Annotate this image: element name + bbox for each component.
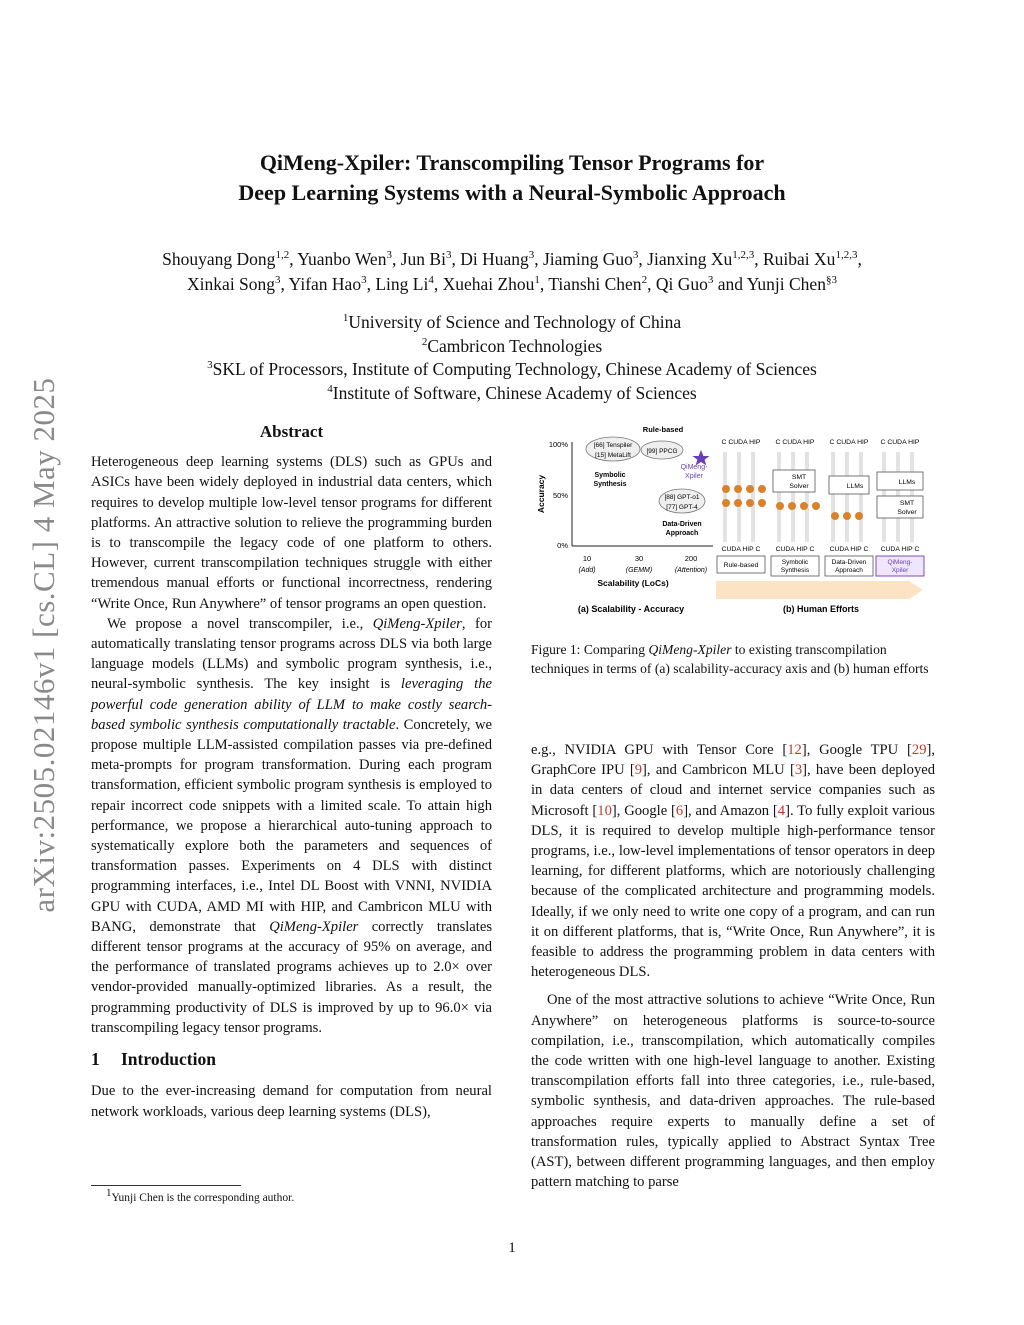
- pipeline-bar: [723, 452, 727, 542]
- arxiv-identifier: arXiv:2505.02146v1 [cs.CL] 4 May 2025: [26, 377, 61, 913]
- author: Jianxing Xu$^{1,2,3}$,: [647, 249, 763, 269]
- author: Tianshi Chen$^2$,: [548, 274, 656, 294]
- author: Yifan Hao$^3$,: [288, 274, 376, 294]
- author: Ruibai Xu$^{1,2,3}$,: [763, 249, 862, 269]
- author-list: [80, 247, 944, 297]
- citation-link[interactable]: 29: [911, 742, 927, 758]
- affiliation: $^2$Cambricon Technologies: [421, 335, 603, 356]
- x-tick-label: 10: [582, 554, 592, 563]
- y-tick-label: 50%: [552, 491, 568, 500]
- group-label-symbolic: Synthesis: [593, 481, 627, 488]
- tool-label: LLMs: [898, 479, 916, 486]
- right-column: [531, 740, 935, 1192]
- citation-link[interactable]: 10: [597, 802, 612, 819]
- x-tick-label: 200: [684, 554, 698, 563]
- author: Di Huang$^3$,: [460, 249, 543, 269]
- method-label: Approach: [835, 567, 863, 574]
- section-heading-introduction: 1 Introduction: [91, 1049, 216, 1070]
- panel-a-title: (a) Scalability - Accuracy: [577, 604, 685, 614]
- affiliation: $^1$University of Science and Technology of China: [342, 312, 682, 332]
- ref-metalift: [15] MetaLift: [595, 452, 631, 459]
- language-row-top: C CUDA HIP: [775, 439, 815, 446]
- ref-tenspiler: [66] Tenspiler: [593, 442, 633, 449]
- pipeline-bar: [805, 452, 809, 542]
- abstract-heading: Abstract: [259, 422, 324, 441]
- affiliation: $^3$SKL of Processors, Institute of Computing Technology, Chinese Academy of Sciences: [207, 359, 817, 379]
- citation-link[interactable]: 3: [794, 762, 803, 779]
- author: Yuanbo Wen$^3$,: [297, 249, 401, 269]
- ref-gpt-4: [77] GPT-4: [666, 504, 698, 511]
- x-tick-sublabel: (Attention): [674, 567, 708, 574]
- affiliation: $^4$Institute of Software, Chinese Academy of Sciences: [327, 382, 697, 403]
- pipeline-bar: [831, 452, 835, 542]
- tool-label: SMT: [899, 500, 915, 507]
- author: Xuehai Zhou$^1$,: [442, 274, 549, 294]
- panel-b-title: (b) Human Efforts: [783, 604, 859, 614]
- author: Qi Guo$^3$ and: [655, 274, 747, 294]
- tool-label: Solver: [897, 509, 917, 516]
- ref-gpt-o1: [88] GPT-o1: [664, 494, 700, 501]
- expert-effort-icons: [722, 485, 766, 507]
- language-row-top: C CUDA HIP: [880, 439, 920, 446]
- page-number: 1: [508, 1240, 516, 1256]
- language-row-bottom: CUDA HIP C: [880, 546, 920, 553]
- left-column: [91, 420, 492, 1122]
- x-tick-sublabel: (Add): [578, 567, 596, 574]
- method-label: Symbolic: [781, 559, 809, 566]
- tool-label: Solver: [789, 483, 809, 490]
- citation-link[interactable]: 12: [787, 742, 802, 758]
- intro-paragraph-2: e.g., NVIDIA GPU with Tensor Core [12], Google TPU [29], GraphCore IPU [9], and Cambricon MLU [3], have been deployed in data centers of cloud and internet service companies such as Microsoft [10], Google [6], and Amazon [4]. To fully exploit various DLS, it is required to develop multiple high-performance tensor programs, i.e., low-level implementations of tensor operators in deep learning, for different platforms, which are notoriously challenging because of the complicated architecture and programming models. Ideally, if we only need to write one copy of a program, and can run it on different platforms, that is, “Write Once, Run Anywhere”, it is feasible to address the programming problem in data centers with heterogeneous DLS.: [531, 742, 936, 981]
- citation-link[interactable]: 4: [777, 802, 786, 819]
- group-label-rule-based: Rule-based: [642, 425, 684, 434]
- group-label-symbolic: Symbolic: [594, 472, 626, 479]
- footnote-divider: [91, 1185, 241, 1186]
- x-axis-label: Scalability (LoCs): [597, 578, 669, 588]
- method-label: Xpiler: [891, 567, 909, 574]
- intro-paragraph-3: One of the most attractive solutions to achieve “Write Once, Run Anywhere” on heterogeneous platforms is source-to-source compilation, i.e., transcompilation, which automatically compiles the code written with one high-level language to another. Existing transcompilation efforts fall into three categories, i.e., rule-based, symbolic synthesis, and data-driven approaches. The rule-based approaches require experts to manually define a set of transformation rules, typically applied to Abstract Syntax Tree (AST), between different programming languages, and then employ pattern matching to parse: [531, 992, 935, 1191]
- x-tick-label: 30: [634, 554, 644, 563]
- author: Jun Bi$^3$,: [400, 249, 461, 269]
- author: Xinkai Song$^3$,: [187, 274, 289, 294]
- pipeline-bar: [859, 452, 863, 542]
- intro-paragraph-1: Due to the ever-increasing demand for computation from neural network workloads, various deep learning systems (DLS),: [91, 1083, 492, 1120]
- citation-link[interactable]: 9: [634, 762, 643, 779]
- abstract-paragraph-2: We propose a novel transcompiler, i.e., QiMeng-Xpiler, for automatically translating tensor programs across DLS via both large language models (LLMs) and symbolic program synthesis, i.e., neural-symbolic synthesis. The key insight is leveraging the powerful code generation ability of LLM to make costly search-based symbolic synthesis computationally tractable. Concretely, we propose multiple LLM-assisted compilation passes via pre-defined meta-prompts for program transformation. During each program transformation, efficient symbolic program synthesis is employed to repair incorrect code snippets with a limited scale. To attain high performance, we propose a hierarchical auto-tuning approach to systematically explore both the parameters and sequences of transformation passes. Experiments on 4 DLS with distinct programming interfaces, i.e., Intel DL Boost with VNNI, NVIDIA GPU with CUDA, AMD MI with HIP, and Cambricon MLU with BANG, demonstrate that QiMeng-Xpiler correctly translates different tensor programs at the accuracy of 95% on average, and the performance of translated programs achieves up to 2.0× over vendor-provided manually-optimized libraries. As a result, the programming productivity of DLS is improved by up to 96.0× via transcompiling legacy tensor programs.: [91, 615, 493, 1036]
- citation-link[interactable]: 6: [675, 802, 684, 819]
- method-label: Data-Driven: [831, 559, 867, 566]
- tool-label: SMT: [791, 474, 807, 481]
- author: Shouyang Dong$^{1,2}$,: [162, 249, 298, 269]
- expert-effort-icons: [831, 512, 863, 520]
- language-row-bottom: CUDA HIP C: [721, 546, 761, 553]
- paper-title: [120, 148, 904, 208]
- affiliation-list: [100, 311, 924, 405]
- pipeline-bar: [777, 452, 781, 542]
- figure-caption: Figure 1: Comparing QiMeng-Xpiler to existing transcompilation techniques in terms of (a) scalability-accuracy axis and (b) human efforts: [531, 642, 929, 676]
- y-tick-label: 100%: [548, 440, 568, 449]
- title-line-2: Deep Learning Systems with a Neural-Symbolic Approach: [238, 180, 786, 205]
- y-axis-label: Accuracy: [536, 474, 546, 514]
- author: Jiaming Guo$^3$,: [542, 249, 648, 269]
- figure-1: [531, 420, 935, 630]
- qimeng-label: QiMeng-: [680, 464, 708, 471]
- language-row-top: C CUDA HIP: [721, 439, 761, 446]
- abstract-paragraph-1: Heterogeneous deep learning systems (DLS) such as GPUs and ASICs have been widely deployed in industrial data centers, which requires to develop multiple low-level tensor programs for different platforms. An attractive solution to relieve the programming burden is to transcompile the legacy code of one platform to others. However, current transcompilation techniques struggle with either tremendous manual efforts or functional incorrectness, rendering “Write Once, Run Anywhere” of tensor programs an open question.: [91, 454, 492, 612]
- ref-ppcg: [99] PPCG: [646, 448, 678, 455]
- qimeng-label: Xpiler: [685, 473, 703, 480]
- method-label: Synthesis: [780, 567, 810, 574]
- author: Ling Li$^4$,: [375, 274, 443, 294]
- title-line-1: QiMeng-Xpiler: Transcompiling Tensor Programs for: [259, 150, 765, 175]
- figure-1-svg: [531, 420, 935, 630]
- footnote: $^1$Yunji Chen is the corresponding author.: [106, 1187, 295, 1204]
- group-label-data-driven: Approach: [665, 530, 699, 537]
- effort-arrow: [716, 581, 923, 599]
- group-label-data-driven: Data-Driven: [662, 521, 702, 528]
- author: Yunji Chen$^{\S 3}$: [746, 274, 837, 294]
- tool-label: LLMs: [846, 483, 864, 490]
- method-label: Rule-based: [723, 562, 759, 569]
- language-row-bottom: CUDA HIP C: [775, 546, 815, 553]
- language-row-top: C CUDA HIP: [829, 439, 869, 446]
- expert-effort-icons: [776, 502, 820, 510]
- pipeline-bar: [845, 452, 849, 542]
- pipeline-bar: [751, 452, 755, 542]
- method-label: QiMeng-: [887, 559, 913, 566]
- language-row-bottom: CUDA HIP C: [829, 546, 869, 553]
- pipeline-bar: [737, 452, 741, 542]
- x-tick-sublabel: (GEMM): [625, 567, 653, 574]
- pipeline-bar: [791, 452, 795, 542]
- y-tick-label: 0%: [557, 541, 568, 550]
